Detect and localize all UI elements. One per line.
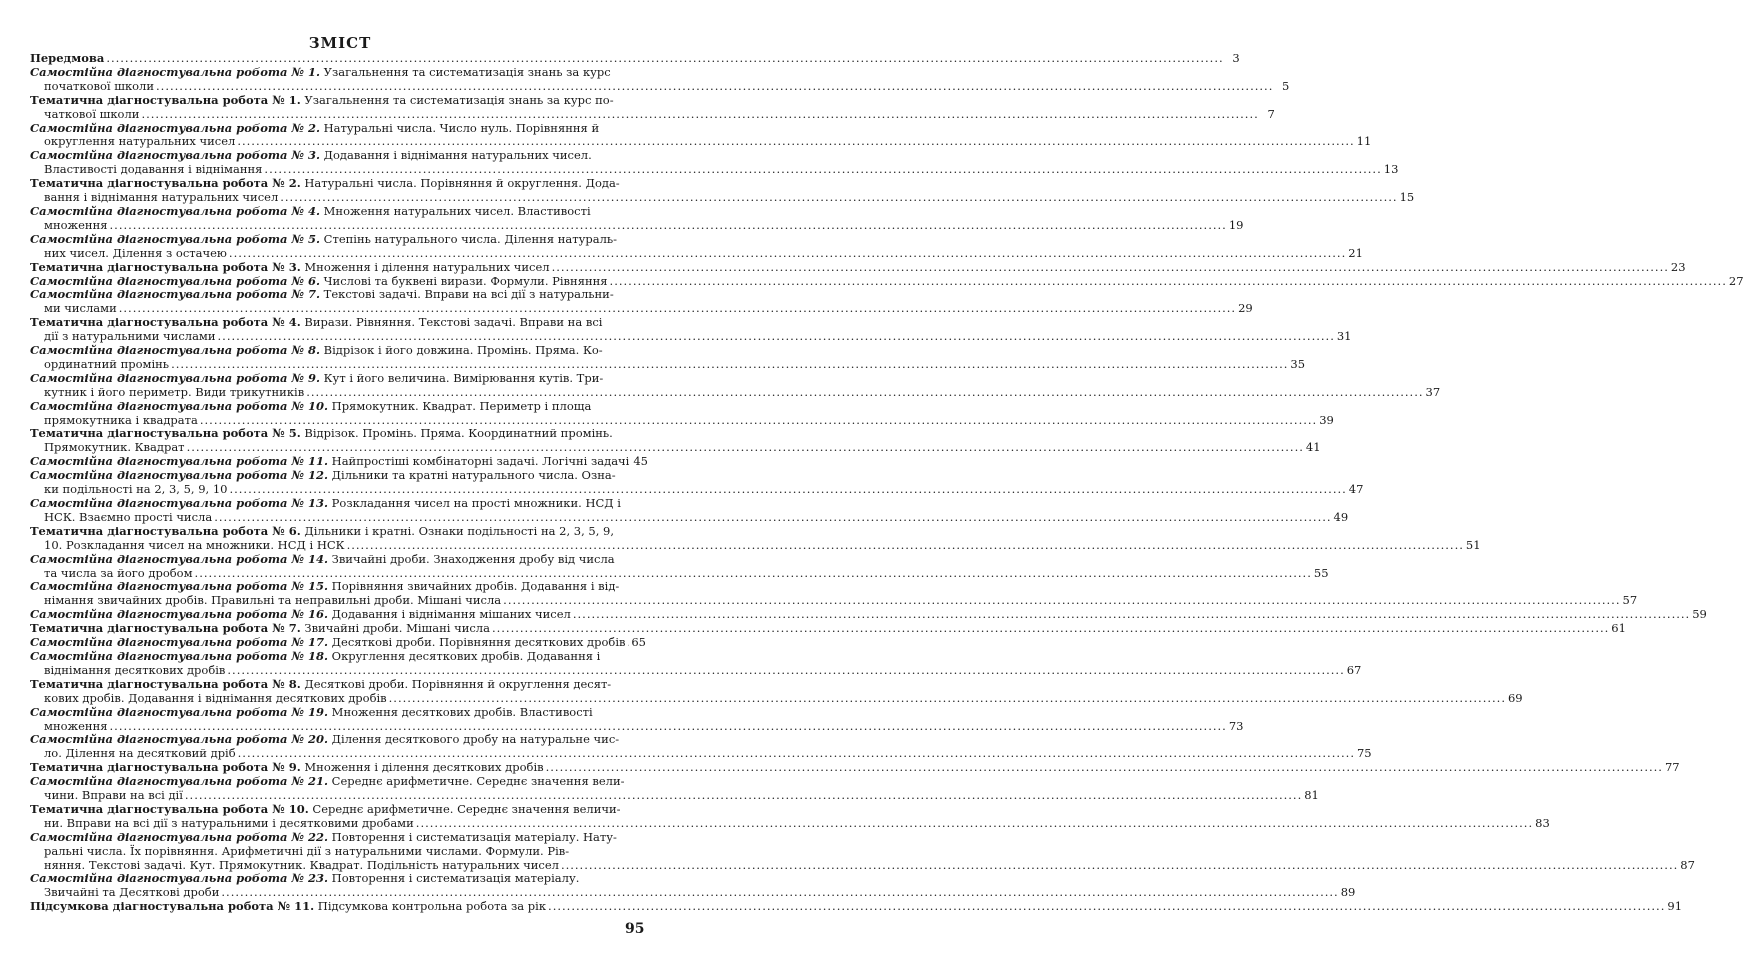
toc-entry [30, 829, 1695, 873]
toc-entry-line [30, 553, 646, 567]
toc-entry-text: чини. Вправи на всі дії [44, 788, 183, 803]
toc-entry-line [30, 106, 1275, 122]
toc-entry [30, 273, 1744, 289]
toc-entry [30, 231, 1363, 261]
dot-leader [156, 80, 1273, 94]
toc-entry-text: Прямокутник. Квадрат [44, 440, 185, 455]
toc-entry-line [30, 788, 1319, 803]
toc-entry-label: Тематична діагностувальна робота № 2. [30, 176, 301, 191]
toc-page-number: 35 [1290, 356, 1306, 371]
toc-entry-text: Звичайні та Десяткові дроби [44, 885, 220, 900]
toc-entry-label: Самостійна діагностувальна робота № 23. [30, 871, 329, 886]
dot-leader [610, 275, 1727, 289]
dot-leader [306, 386, 1423, 400]
toc-entry-line [30, 607, 1707, 622]
toc-page-number: 45 [633, 454, 648, 469]
toc-page-number: 29 [1238, 301, 1253, 316]
toc-entry [30, 426, 1321, 455]
toc-page-number: 75 [1356, 746, 1372, 761]
toc-entry-line [30, 94, 646, 108]
toc-entry-text: Звичайні дроби. Знаходження дробу від числа [328, 551, 615, 566]
toc-entry-text: Повторення і систематизація матеріалу. [328, 871, 580, 886]
toc-entry-text: ло. Ділення на десятковий дріб [44, 746, 236, 761]
toc-page-number: 83 [1535, 815, 1550, 830]
toc-entry-line [30, 288, 646, 302]
toc-entry-label: Тематична діагностувальна робота № 3. [30, 259, 301, 274]
toc-entry-line [30, 78, 1290, 94]
dot-leader [238, 747, 1355, 761]
toc-page-number: 11 [1356, 134, 1372, 149]
toc-page-number: 31 [1336, 329, 1352, 344]
toc-entry-line [30, 51, 1240, 66]
toc-entry-label: Самостійна діагностувальна робота № 11. [30, 454, 329, 469]
toc-entry-label: Самостійна діагностувальна робота № 8. [30, 343, 320, 358]
dot-leader [110, 219, 1227, 233]
toc-entry-line [30, 662, 1362, 678]
toc-entry-text: Звичайні дроби. Мішані числа [300, 621, 490, 636]
toc-entry-line [30, 149, 646, 163]
toc-entry-line [30, 344, 646, 358]
toc-entry [30, 455, 646, 469]
toc-entry-text: вання і віднімання натуральних чисел [44, 190, 279, 205]
toc-entry-line [30, 356, 1306, 372]
toc-entry [30, 148, 1399, 177]
toc-entry-line [30, 497, 646, 511]
dot-leader [218, 330, 1335, 344]
toc-entry-text: кових дробів. Додавання і віднімання десяткових дробів [44, 690, 387, 705]
toc-entry-label: Тематична діагностувальна робота № 6. [30, 523, 301, 538]
toc-entry [30, 92, 1275, 122]
toc-entry-line [30, 760, 1680, 775]
toc-entry-line [30, 316, 646, 330]
toc-entry-line [30, 400, 646, 414]
toc-entry-text: Відрізок і його довжина. Промінь. Пряма. Ко- [320, 343, 603, 358]
toc-entry-line [30, 259, 1686, 275]
toc-entry-text: та числа за його дробом [44, 565, 193, 580]
toc-entry-text: Множення і ділення десяткових дробів [300, 760, 544, 775]
dot-leader [416, 817, 1533, 831]
toc-entry-text: 10. Розкладання чисел на множники. НСД і НСК [44, 537, 345, 552]
toc-entry-line [30, 650, 646, 664]
toc-entry-text: прямокутника і квадрата [44, 412, 198, 427]
page-number: 95 [625, 921, 645, 937]
toc-entry-text: Десяткові дроби. Порівняння й округлення десят- [300, 676, 612, 691]
toc-entry-line [30, 177, 646, 191]
toc-entry-line [30, 273, 1744, 289]
toc-entry-label: Підсумкова діагностувальна робота № 11. [30, 899, 315, 914]
dot-leader [195, 567, 1312, 581]
toc-entry-line [30, 678, 646, 692]
toc-entry-text: ральні числа. Їх порівняння. Арифметичні дії з натуральними числами. Формули. Рів- [44, 843, 570, 858]
dot-leader [119, 302, 1236, 316]
toc-entry-label: Самостійна діагностувальна робота № 16. [30, 607, 329, 622]
toc-entry [30, 370, 1441, 400]
toc-entry-text: множення [44, 217, 108, 232]
toc-entry [30, 899, 1683, 914]
toc-entry [30, 551, 1329, 581]
toc-entry [30, 51, 1240, 66]
toc-entry-label: Самостійна діагностувальна робота № 14. [30, 551, 329, 566]
toc-entry-text: Найпростіші комбінаторні задачі. Логічні задачі [328, 454, 630, 469]
toc-entry-line [30, 537, 1481, 553]
toc-entry-text: Підсумкова контрольна робота за рік [314, 899, 547, 914]
toc-entry-label: Тематична діагностувальна робота № 9. [30, 760, 301, 775]
toc-entry-text: Середнє арифметичне. Середнє значення вели- [328, 774, 625, 789]
toc-entry-label: Самостійна діагностувальна робота № 10. [30, 398, 329, 413]
toc-entry [30, 64, 1290, 94]
dot-leader [552, 261, 1669, 275]
dot-leader [214, 511, 1331, 525]
toc-entry-line [30, 525, 646, 539]
toc-page-number: 51 [1465, 537, 1481, 552]
toc-entry-label: Самостійна діагностувальна робота № 1. [30, 64, 320, 79]
toc-entry-line [30, 845, 646, 859]
toc-entry-line [30, 718, 1244, 734]
toc-entry-text: Округлення десяткових дробів. Додавання і [328, 648, 601, 663]
toc-entry-text: Вирази. Рівняння. Текстові задачі. Вправи на всі [300, 315, 603, 330]
toc-entry-text: них чисел. Ділення з остачею [44, 245, 227, 260]
toc-entry [30, 621, 1626, 636]
toc-page-number: 69 [1507, 690, 1523, 705]
toc-entry-line [30, 162, 1399, 177]
toc-entry-line [30, 440, 1321, 455]
toc-entry-line [30, 329, 1352, 344]
toc-entry-text: Середнє арифметичне. Середнє значення величи- [308, 801, 621, 816]
toc-entry-label: Тематична діагностувальна робота № 1. [30, 92, 301, 107]
toc-entry-text: Кут і його величина. Вимірювання кутів. Три- [320, 370, 604, 385]
toc-entry-text: Дільники і кратні. Ознаки подільності на 2, 3, 5, 9, [300, 523, 614, 538]
toc-entry [30, 315, 1352, 344]
toc-entry-text: ни. Вправи на всі дії з натуральними і десятковими дробами [44, 815, 414, 830]
toc-page-number: 59 [1692, 607, 1707, 622]
toc-entry-text: Множення і ділення натуральних чисел [300, 259, 550, 274]
toc-page-number: 49 [1333, 509, 1349, 524]
toc-entry-text: НСК. Взаємно прості числа [44, 509, 213, 524]
toc-page-number: 65 [631, 635, 646, 650]
toc-entry-text: Множення десяткових дробів. Властивості [328, 704, 593, 719]
toc-entry-line [30, 427, 646, 441]
dot-leader [221, 886, 1338, 900]
toc-entry-text: віднімання десяткових дробів [44, 662, 226, 677]
toc-entry [30, 704, 1244, 734]
toc-entry-line [30, 455, 646, 469]
toc-entry-line [30, 885, 1356, 900]
toc-entry-text: німання звичайних дробів. Правильні та неправильні дроби. Мішані числа [44, 593, 502, 608]
toc-entry-line [30, 621, 1626, 636]
toc-entry-line [30, 775, 646, 789]
dot-leader [389, 692, 1506, 706]
toc-entry-text: Порівняння звичайних дробів. Додавання і від- [328, 579, 620, 594]
toc-entry-text: Додавання і віднімання мішаних чисел [328, 607, 571, 622]
toc-page-number: 67 [1346, 662, 1362, 677]
toc-entry [30, 120, 1372, 150]
toc-page-number: 81 [1304, 788, 1319, 803]
toc-page-number: 91 [1667, 899, 1683, 914]
dot-leader [548, 900, 1665, 914]
toc-entry-line [30, 746, 1372, 761]
toc-entry-label: Самостійна діагностувальна робота № 18. [30, 648, 329, 663]
toc-entry-text: Узагальнення та систематизація знань за курс [320, 64, 611, 79]
toc-entry-line [30, 565, 1329, 581]
toc-entry-label: Самостійна діагностувальна робота № 7. [30, 287, 320, 302]
toc-entry-text: Узагальнення та систематизація знань за курс по- [300, 92, 614, 107]
toc-entry [30, 801, 1550, 831]
toc-entry [30, 636, 646, 650]
dot-leader [546, 761, 1663, 775]
dot-leader [573, 608, 1690, 622]
dot-leader [200, 414, 1317, 428]
toc-entry-label: Самостійна діагностувальна робота № 4. [30, 203, 320, 218]
toc-entry-line [30, 706, 646, 720]
dot-leader [229, 483, 1346, 497]
toc-entry-line [30, 690, 1523, 706]
dot-leader [627, 636, 629, 650]
toc-entry-label: Самостійна діагностувальна робота № 3. [30, 148, 320, 163]
dot-leader [503, 594, 1620, 608]
toc-entry-line [30, 857, 1695, 873]
toc-entry-text: початкової школи [44, 78, 155, 93]
toc-page-number: 89 [1340, 885, 1356, 900]
toc-page-number: 41 [1305, 440, 1321, 455]
dot-leader [237, 135, 1354, 149]
toc-page-number: 87 [1680, 857, 1695, 872]
toc-entry-text: Прямокутник. Квадрат. Периметр і площа [328, 398, 592, 413]
toc-page-number: 3 [1232, 51, 1240, 65]
toc-entry-label: Тематична діагностувальна робота № 10. [30, 801, 309, 816]
toc-page-number: 61 [1611, 621, 1626, 636]
toc-entry-text: няння. Текстові задачі. Кут. Прямокутник. Квадрат. Подільність натуральних чисел [44, 857, 559, 872]
toc-entry [30, 496, 1349, 525]
toc-entry [30, 343, 1306, 372]
toc-page-number: 27 [1728, 273, 1744, 288]
toc-page-number: 23 [1670, 259, 1686, 274]
toc-entry-text: кутник і його периметр. Види трикутників [44, 384, 305, 399]
toc-entry-label: Самостійна діагностувальна робота № 15. [30, 579, 329, 594]
toc-entry-label: Самостійна діагностувальна робота № 5. [30, 231, 320, 246]
toc-entry-line [30, 831, 646, 845]
toc-entry-line [30, 899, 1683, 914]
toc-entry-line [30, 469, 646, 483]
toc-page-number: 19 [1228, 217, 1244, 232]
toc-entry-line [30, 66, 646, 80]
toc-entry-line [30, 482, 1364, 497]
toc-entry-text: округлення натуральних чисел [44, 134, 236, 149]
dot-leader [187, 441, 1304, 455]
toc-page-number: 57 [1622, 593, 1638, 608]
toc-entry [30, 398, 1334, 428]
toc-entry-label: Самостійна діагностувальна робота № 13. [30, 496, 329, 510]
dot-leader [347, 539, 1464, 553]
toc-page-number: 15 [1399, 190, 1415, 205]
toc-entry [30, 579, 1638, 608]
toc-entry-line [30, 245, 1363, 261]
toc-entry [30, 760, 1680, 775]
toc-entry-text: ординатний промінь [44, 356, 170, 371]
toc-entry [30, 648, 1362, 678]
page-title: ЗМІСТ [308, 34, 372, 52]
toc-entry-text: Дільники та кратні натурального числа. Озна- [328, 468, 616, 483]
toc-entry [30, 732, 1372, 761]
toc-entry-text: Натуральні числа. Число нуль. Порівняння й [320, 120, 600, 135]
toc-entry [30, 523, 1481, 553]
toc-entry-text: множення [44, 718, 108, 733]
toc-entry [30, 607, 1707, 622]
toc-entry [30, 871, 1356, 900]
dot-leader [264, 163, 1381, 177]
toc-entry-line [30, 580, 646, 594]
toc-entry-line [30, 217, 1244, 233]
toc-entry-line [30, 733, 646, 747]
dot-leader [280, 191, 1397, 205]
toc-entry [30, 676, 1523, 706]
dot-leader [110, 720, 1227, 734]
toc-entry-text: Текстові задачі. Вправи на всі дії з натуральни- [320, 287, 614, 302]
toc-entry-label: Самостійна діагностувальна робота № 22. [30, 829, 329, 844]
toc-entry-label: Самостійна діагностувальна робота № 2. [30, 120, 320, 135]
toc-entry-label: Тематична діагностувальна робота № 5. [30, 426, 301, 441]
toc-entry-label: Самостійна діагностувальна робота № 20. [30, 732, 329, 747]
toc-entry-text: Десяткові дроби. Порівняння десяткових дробів [328, 635, 626, 650]
toc-entry-line [30, 205, 646, 219]
toc-entry-text: Числові та буквені вирази. Формули. Рівняння [320, 273, 608, 288]
toc-entry-line [30, 815, 1550, 831]
toc-entry-line [30, 412, 1334, 428]
toc-entry-text: Властивості додавання і віднімання [44, 162, 263, 177]
toc-entry-text: Відрізок. Промінь. Пряма. Координатний промінь. [300, 426, 613, 441]
toc-entry-text: Натуральні числа. Порівняння й округлення. Дода- [300, 176, 620, 191]
toc-entry [30, 203, 1244, 233]
toc-entry [30, 468, 1364, 497]
toc-entry-text: Додавання і віднімання натуральних чисел. [320, 148, 592, 163]
toc-entry-text: Множення натуральних чисел. Властивості [320, 203, 591, 218]
toc-entry [30, 287, 1253, 316]
toc-entry-line [30, 509, 1349, 525]
toc-page-number: 5 [1282, 78, 1290, 93]
toc-entry-text: Розкладання чисел на прості множники. НСД і [328, 496, 621, 510]
toc-page-number: 21 [1348, 245, 1363, 260]
table-of-contents [30, 51, 1744, 914]
toc-entry-text: Повторення і систематизація матеріалу. Нату- [328, 829, 617, 844]
toc-entry-label: Самостійна діагностувальна робота № 12. [30, 468, 329, 483]
toc-entry-label: Самостійна діагностувальна робота № 9. [30, 370, 320, 385]
toc-page-number: 7 [1267, 106, 1275, 121]
toc-entry-text: ки подільності на 2, 3, 5, 9, 10 [44, 482, 228, 497]
toc-entry-line [30, 372, 646, 386]
toc-page-number: 55 [1313, 565, 1329, 580]
toc-entry-label: Самостійна діагностувальна робота № 19. [30, 704, 329, 719]
toc-entry-line [30, 122, 646, 136]
toc-entry-label: Самостійна діагностувальна робота № 17. [30, 635, 329, 650]
dot-leader [229, 247, 1346, 261]
toc-entry-text: Ділення десяткового дробу на натуральне чис- [328, 732, 620, 747]
toc-page-number: 37 [1425, 384, 1441, 399]
toc-entry [30, 774, 1319, 803]
toc-page-number: 77 [1664, 760, 1680, 775]
dot-leader [227, 664, 1344, 678]
toc-entry-label: Самостійна діагностувальна робота № 21. [30, 774, 329, 789]
dot-leader [106, 52, 1223, 66]
toc-entry-label: Тематична діагностувальна робота № 8. [30, 676, 301, 691]
toc-entry-text: Степінь натурального числа. Ділення натураль- [320, 231, 618, 246]
toc-entry-line [30, 190, 1415, 205]
toc-entry-label: Передмова [30, 51, 105, 65]
toc-entry-label: Самостійна діагностувальна робота № 6. [30, 273, 320, 288]
toc-entry [30, 259, 1686, 275]
dot-leader [492, 622, 1609, 636]
dot-leader [141, 108, 1258, 122]
toc-page-number: 13 [1383, 162, 1399, 177]
toc-entry-line [30, 636, 646, 650]
toc-entry-text: дії з натуральними числами [44, 329, 216, 344]
toc-entry-line [30, 872, 646, 886]
toc-entry-line [30, 803, 646, 817]
toc-page-number: 73 [1228, 718, 1244, 733]
dot-leader [185, 789, 1302, 803]
toc-entry-text: чаткової школи [44, 106, 140, 121]
toc-entry-line [30, 301, 1253, 316]
toc-page-number: 47 [1348, 482, 1364, 497]
toc-entry-line [30, 593, 1638, 608]
toc-entry-label: Тематична діагностувальна робота № 4. [30, 315, 301, 330]
dot-leader [561, 859, 1678, 873]
toc-entry-label: Тематична діагностувальна робота № 7. [30, 621, 301, 636]
toc-entry-line [30, 233, 646, 247]
toc-entry [30, 176, 1415, 205]
toc-entry-line [30, 134, 1372, 149]
toc-page-number: 39 [1319, 412, 1334, 427]
dot-leader [171, 358, 1288, 372]
toc-entry-line [30, 384, 1441, 400]
toc-entry-text: ми числами [44, 301, 117, 316]
